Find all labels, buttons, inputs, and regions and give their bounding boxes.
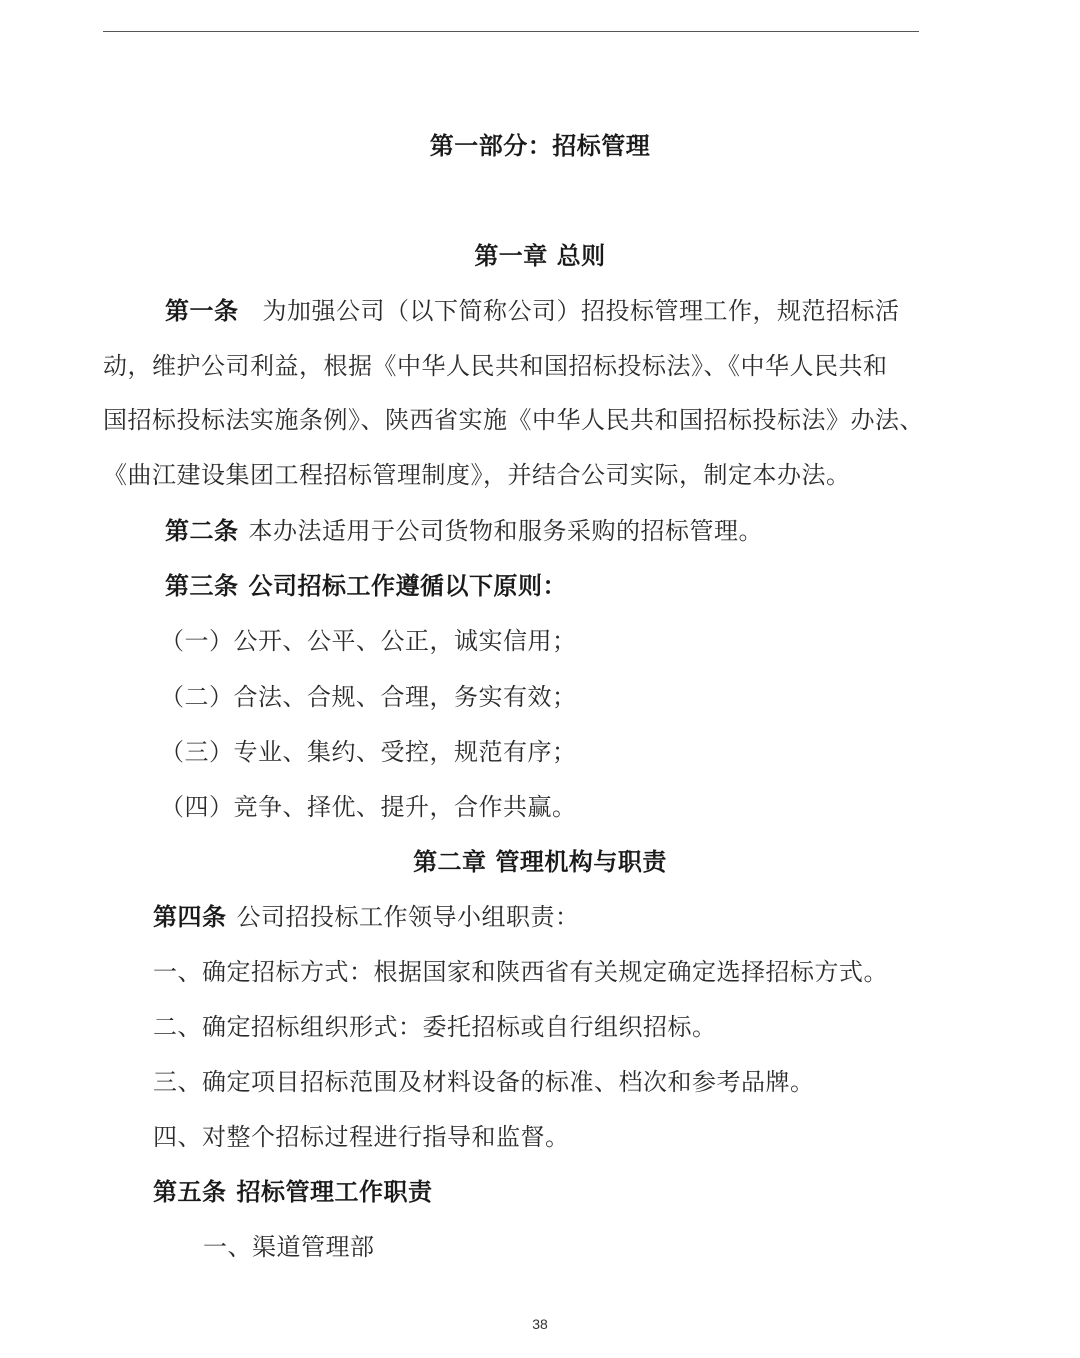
article5-text: 招标管理工作职责 xyxy=(236,1177,433,1206)
article5-sub-item: 一、渠道管理部 xyxy=(203,1233,375,1261)
article4-item-1: 一、确定招标方式：根据国家和陕西省有关规定确定选择招标方式。 xyxy=(153,958,888,986)
article4-text: 公司招投标工作领导小组职责： xyxy=(236,903,580,931)
part-title: 第一部分：招标管理 xyxy=(429,131,651,160)
chapter1-title: 第一章 总则 xyxy=(474,241,606,270)
article3 xyxy=(165,571,567,601)
article1-first-line xyxy=(165,296,900,326)
article1-text-line-4: 《曲江建设集团工程招标管理制度》，并结合公司实际，制定本办法。 xyxy=(103,461,851,489)
article3-item-2: （二）合法、合规、合理，务实有效； xyxy=(160,683,577,711)
article4-item-3: 三、确定项目招标范围及材料设备的标准、档次和参考品牌。 xyxy=(153,1068,815,1096)
article1-text-line-2: 动，维护公司利益，根据《中华人民共和国招标投标法》、《中华人民共和 xyxy=(103,352,888,380)
article4 xyxy=(153,902,580,932)
article1-text-line-3: 国招标投标法实施条例》、陕西省实施《中华人民共和国招标投标法》办法、 xyxy=(103,406,924,434)
article4-label: 第四条 xyxy=(153,902,227,931)
header-rule xyxy=(103,31,919,32)
article1-text-line-1: 为加强公司（以下简称公司）招投标管理工作，规范招标活 xyxy=(262,297,900,325)
chapter2-title: 第二章 管理机构与职责 xyxy=(413,847,667,876)
article4-item-4: 四、对整个招标过程进行指导和监督。 xyxy=(153,1123,570,1151)
article3-label: 第三条 xyxy=(165,571,239,600)
article5 xyxy=(153,1177,433,1207)
page-number: 38 xyxy=(532,1316,548,1332)
article2 xyxy=(165,516,763,546)
article5-label: 第五条 xyxy=(153,1177,227,1206)
article2-text: 本办法适用于公司货物和服务采购的招标管理。 xyxy=(248,517,763,545)
article3-text: 公司招标工作遵循以下原则： xyxy=(248,571,567,600)
article2-label: 第二条 xyxy=(165,516,239,545)
article3-item-3: （三）专业、集约、受控，规范有序； xyxy=(160,738,577,766)
article1-label: 第一条 xyxy=(165,296,239,325)
article4-item-2: 二、确定招标组织形式：委托招标或自行组织招标。 xyxy=(153,1013,717,1041)
article3-item-4: （四）竞争、择优、提升，合作共赢。 xyxy=(160,793,577,821)
article3-item-1: （一）公开、公平、公正，诚实信用； xyxy=(160,627,577,655)
